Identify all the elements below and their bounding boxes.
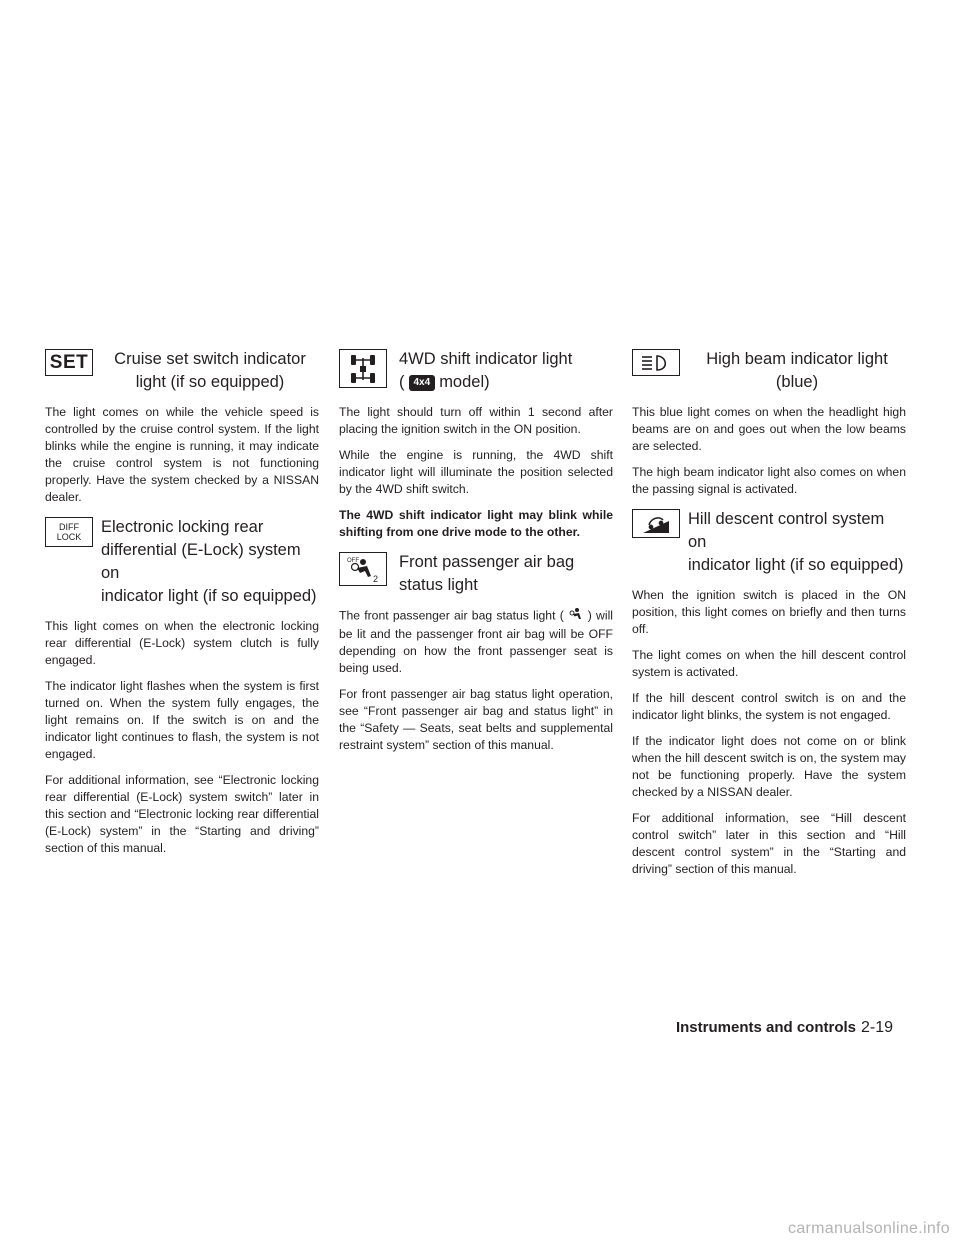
footer-section-title: Instruments and controls — [675, 1019, 856, 1036]
heading-line: Hill descent control system on — [688, 510, 885, 551]
heading-line: Front passenger air bag — [399, 553, 575, 571]
page-number: 2-19 — [861, 1019, 894, 1036]
cruise-set-section — [45, 347, 319, 506]
paragraph: The light comes on while the vehicle speed is controlled by the cruise control system. If the light blinks while the engine is running, it may indicate the cruise control system is not functioning properly. Have the system checked by a NISSAN dealer. — [45, 405, 319, 504]
heading-line: Cruise set switch indicator — [114, 350, 306, 368]
heading-line: (blue) — [775, 373, 819, 391]
column-2 — [339, 347, 613, 763]
high-beam-section — [632, 347, 906, 498]
column-1 — [45, 347, 319, 866]
airbag-status-inline-icon — [568, 607, 584, 626]
paragraph: The light should turn off within 1 second after placing the ignition switch in the ON position. — [339, 405, 613, 436]
hill-descent-icon — [632, 509, 680, 538]
paragraph: For front passenger air bag status light operation, see “Front passenger air bag and status light” in the “Safety — Seats, seat belts and supplemental restraint system” section of this manual. — [339, 687, 613, 752]
set-icon: SET — [45, 349, 93, 376]
column-3 — [632, 347, 906, 887]
paragraph: While the engine is running, the 4WD shift indicator light will illuminate the position selected by the 4WD shift switch. — [339, 448, 613, 496]
4wd-heading — [339, 347, 613, 394]
heading-line: Electronic locking rear — [101, 518, 264, 536]
4wd-section — [339, 347, 613, 541]
heading-line: light (if so equipped) — [135, 373, 285, 391]
paragraph: The light comes on when the hill descent control system is activated. — [632, 648, 906, 679]
hill-descent-heading — [632, 507, 906, 577]
hill-descent-section — [632, 507, 906, 878]
airbag-heading — [339, 550, 613, 597]
paragraph: For additional information, see “Hill descent control switch” later in this section and “Hill descent control system” in the “Starting and driving” section of this manual. — [632, 811, 906, 876]
paragraph: When the ignition switch is placed in the ON position, this light comes on briefly and then turns off. — [632, 588, 906, 636]
heading-line: differential (E-Lock) system on — [101, 541, 301, 582]
4x4-badge-icon: 4x4 — [409, 375, 436, 391]
elock-heading — [45, 515, 319, 608]
paragraph-bold: The 4WD shift indicator light may blink while shifting from one drive mode to the other. — [339, 508, 613, 539]
svg-text:OFF: OFF — [347, 558, 359, 564]
heading-line: status light — [399, 576, 478, 594]
watermark: carmanualsonline.info — [788, 1220, 950, 1237]
heading-line: 4WD shift indicator light — [399, 350, 573, 368]
heading-line: High beam indicator light — [706, 350, 888, 368]
paragraph: If the hill descent control switch is on and the indicator light blinks, the system is not engaged. — [632, 691, 906, 722]
svg-text:2: 2 — [373, 574, 379, 584]
airbag-section — [339, 550, 613, 754]
elock-section — [45, 515, 319, 857]
heading-line: indicator light (if so equipped) — [688, 556, 904, 574]
high-beam-icon — [632, 349, 680, 376]
passenger-airbag-off-icon — [339, 552, 387, 586]
paragraph: If the indicator light does not come on or blink when the hill descent switch is on, the system may not be functioning properly. Have the system checked by a NISSAN dealer. — [632, 734, 906, 799]
paragraph: This light comes on when the electronic locking rear differential (E-Lock) system clutch is fully engaged. — [45, 619, 319, 667]
paragraph: This blue light comes on when the headlight high beams are on and goes out when the low beams are selected. — [632, 405, 906, 453]
cruise-set-heading — [45, 347, 319, 394]
heading-line: indicator light (if so equipped) — [101, 587, 317, 605]
paragraph: The indicator light flashes when the system is first turned on. When the system fully engages, the light remains on. If the switch is on and the indicator light continues to flash, the system is not engaged. — [45, 679, 319, 761]
high-beam-heading — [632, 347, 906, 394]
heading-line: ( 4x4 model) — [399, 373, 490, 391]
4wd-shift-icon — [339, 349, 387, 388]
paragraph: For additional information, see “Electronic locking rear differential (E-Lock) system switch” later in this section and “Electronic locking rear differential (E-Lock) system” in the “Starting and driving” section of this manual. — [45, 773, 319, 855]
paragraph: The front passenger air bag status light ( ) will be lit and the passenger front air bag will be OFF depending on how the front passenger seat is being used. — [339, 608, 613, 675]
paragraph: The high beam indicator light also comes on when the passing signal is activated. — [632, 465, 906, 496]
diff-lock-icon: DIFF LOCK — [45, 517, 93, 547]
page-footer — [0, 1018, 960, 1048]
